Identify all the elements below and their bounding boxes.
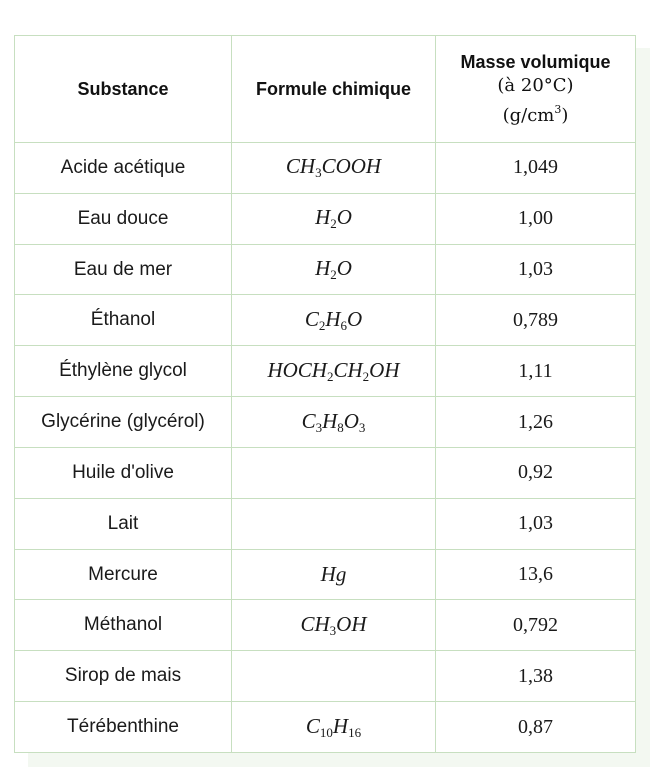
substance-name: Huile d'olive	[15, 447, 232, 498]
unit-exponent: 3	[554, 103, 562, 116]
density-value: 1,26	[436, 397, 636, 448]
table-row	[15, 295, 636, 346]
table-row	[15, 702, 636, 753]
substance-name: Lait	[15, 498, 232, 549]
table-row	[15, 397, 636, 448]
density-value: 1,03	[436, 244, 636, 295]
header-density-temp: (à 20°C)	[497, 75, 574, 96]
chemical-formula	[232, 600, 436, 651]
chemical-formula	[232, 346, 436, 397]
chemical-formula	[232, 143, 436, 194]
formula-subscript: 2	[318, 317, 326, 333]
unit-base: (g/cm	[502, 105, 555, 126]
formula-subscript: 6	[340, 317, 347, 333]
formula-part: Hg	[320, 562, 347, 587]
formula-part: C	[301, 408, 316, 433]
chemical-formula	[232, 447, 436, 498]
header-substance: Substance	[15, 36, 232, 143]
formula-part: C	[305, 713, 320, 738]
formula-part: C	[304, 306, 319, 331]
unit-close: )	[561, 105, 569, 126]
formula-part: CH	[285, 154, 316, 179]
substance-name: Acide acétique	[15, 143, 232, 194]
table-body	[15, 143, 636, 753]
density-value: 1,00	[436, 193, 636, 244]
formula-subscript: 16	[348, 724, 362, 740]
density-value: 0,87	[436, 702, 636, 753]
header-density-title: Masse volumique	[460, 52, 611, 72]
substance-name: Mercure	[15, 549, 232, 600]
formula-subscript: 2	[362, 368, 370, 384]
formula-subscript: 8	[337, 419, 344, 435]
chemical-formula	[232, 295, 436, 346]
formula-part: H	[322, 408, 338, 433]
density-value: 13,6	[436, 549, 636, 600]
density-table	[14, 35, 636, 753]
formula-part: OH	[336, 611, 367, 636]
density-value: 1,049	[436, 143, 636, 194]
formula-part: COOH	[321, 154, 382, 179]
formula-subscript: 3	[315, 165, 322, 181]
table-row	[15, 193, 636, 244]
substance-name: Térébenthine	[15, 702, 232, 753]
formula-part: O	[336, 205, 352, 230]
header-formula: Formule chimique	[232, 36, 436, 143]
header-row	[15, 36, 636, 143]
formula-part: OH	[369, 357, 400, 382]
table-row	[15, 143, 636, 194]
formula-subscript: 3	[315, 419, 323, 435]
formula-part: O	[336, 256, 352, 281]
table-row	[15, 600, 636, 651]
formula-part: CH	[333, 357, 363, 382]
substance-name: Éthanol	[15, 295, 232, 346]
table-row	[15, 651, 636, 702]
substance-name: Sirop de mais	[15, 651, 232, 702]
formula-subscript: 3	[329, 622, 337, 638]
substance-name: Glycérine (glycérol)	[15, 397, 232, 448]
formula-subscript: 2	[330, 267, 337, 283]
formula-part: O	[347, 306, 363, 331]
chemical-formula	[232, 702, 436, 753]
formula-part: HOCH	[267, 357, 327, 382]
table-row	[15, 244, 636, 295]
chemical-formula	[232, 549, 436, 600]
density-value: 1,11	[436, 346, 636, 397]
chemical-formula	[232, 193, 436, 244]
chemical-formula	[232, 244, 436, 295]
header-density-unit	[436, 98, 635, 128]
density-value: 1,38	[436, 651, 636, 702]
formula-part: H	[332, 713, 349, 738]
chemical-formula	[232, 651, 436, 702]
formula-subscript: 2	[326, 368, 334, 384]
header-density	[436, 36, 636, 143]
substance-name: Eau de mer	[15, 244, 232, 295]
chemical-formula	[232, 498, 436, 549]
formula-part: O	[343, 408, 359, 433]
density-value: 1,03	[436, 498, 636, 549]
substance-name: Eau douce	[15, 193, 232, 244]
formula-part: H	[315, 256, 331, 281]
formula-subscript: 2	[330, 216, 337, 232]
substance-name: Méthanol	[15, 600, 232, 651]
formula-subscript: 10	[319, 724, 333, 740]
table-row	[15, 498, 636, 549]
formula-subscript: 3	[358, 419, 366, 435]
formula-part: CH	[300, 611, 330, 636]
formula-part: H	[325, 306, 341, 331]
substance-name: Éthylène glycol	[15, 346, 232, 397]
density-value: 0,92	[436, 447, 636, 498]
density-value: 0,789	[436, 295, 636, 346]
formula-part: H	[315, 205, 331, 230]
chemical-formula	[232, 397, 436, 448]
density-value: 0,792	[436, 600, 636, 651]
table-row	[15, 447, 636, 498]
table-row	[15, 346, 636, 397]
table-row	[15, 549, 636, 600]
